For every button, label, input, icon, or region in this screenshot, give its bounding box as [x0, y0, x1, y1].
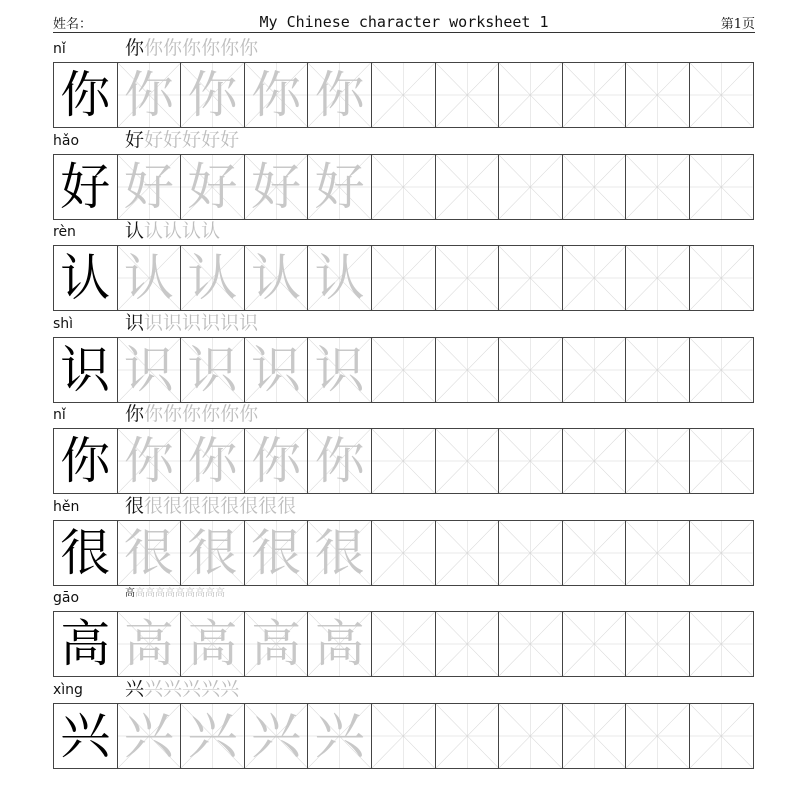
practice-cell[interactable] [626, 429, 690, 493]
stroke-step: 好 [125, 128, 145, 151]
trace-cell [181, 155, 245, 219]
trace-cell [245, 704, 309, 768]
practice-cell[interactable] [626, 155, 690, 219]
trace-cell [245, 338, 309, 402]
practice-grid [53, 154, 754, 220]
character-row [53, 221, 755, 313]
model-cell [54, 155, 118, 219]
trace-cell [245, 521, 309, 585]
character-row [53, 496, 755, 588]
stroke-step: 好 [144, 128, 164, 151]
model-cell [54, 612, 118, 676]
practice-grid [53, 428, 754, 494]
trace-character: 很 [251, 523, 302, 582]
trace-character: 兴 [314, 706, 365, 765]
stroke-step: 识 [144, 311, 164, 334]
stroke-order [125, 404, 258, 425]
practice-grid [53, 611, 754, 677]
stroke-step: 兴 [144, 677, 164, 700]
trace-cell [245, 429, 309, 493]
stroke-step: 兴 [182, 677, 202, 700]
trace-character: 认 [314, 249, 365, 307]
stroke-step: 你 [144, 37, 164, 59]
stroke-step: 识 [239, 311, 259, 334]
trace-character: 好 [123, 157, 174, 216]
stroke-step: 你 [144, 403, 164, 425]
stroke-order [125, 679, 239, 700]
trace-character: 兴 [187, 706, 238, 765]
stroke-step: 很 [163, 494, 183, 517]
stroke-step: 兴 [220, 677, 240, 700]
stroke-step: 高 [195, 588, 205, 599]
practice-cell[interactable] [690, 521, 754, 585]
name-label: 姓名： [53, 17, 93, 32]
practice-cell[interactable] [436, 246, 500, 310]
stroke-step: 兴 [125, 677, 145, 700]
trace-cell [245, 63, 309, 127]
stroke-step: 你 [220, 403, 240, 425]
character-row [53, 313, 755, 405]
stroke-step: 认 [201, 220, 221, 242]
stroke-step: 高 [215, 588, 225, 599]
trace-cell [118, 521, 182, 585]
trace-cell [245, 155, 309, 219]
stroke-step: 高 [165, 588, 175, 599]
practice-cell[interactable] [372, 704, 436, 768]
stroke-step: 很 [125, 494, 145, 517]
stroke-step: 你 [125, 403, 145, 425]
stroke-step: 好 [163, 128, 183, 151]
practice-cell[interactable] [372, 521, 436, 585]
trace-cell [308, 155, 372, 219]
trace-cell [118, 704, 182, 768]
practice-cell[interactable] [626, 612, 690, 676]
practice-cell[interactable] [690, 63, 754, 127]
practice-cell[interactable] [499, 63, 563, 127]
trace-cell [118, 612, 182, 676]
trace-cell [118, 429, 182, 493]
stroke-step: 认 [163, 220, 183, 242]
practice-cell[interactable] [436, 704, 500, 768]
model-cell [54, 521, 118, 585]
practice-cell[interactable] [563, 63, 627, 127]
trace-cell [245, 612, 309, 676]
trace-cell [118, 155, 182, 219]
practice-cell[interactable] [690, 155, 754, 219]
character-row [53, 587, 755, 679]
practice-cell[interactable] [436, 429, 500, 493]
stroke-step: 很 [277, 494, 297, 517]
trace-character: 你 [187, 432, 238, 490]
stroke-order [125, 585, 245, 599]
trace-character: 你 [123, 66, 174, 124]
trace-character: 高 [187, 615, 238, 673]
practice-cell[interactable] [499, 155, 563, 219]
stroke-step: 好 [182, 128, 202, 151]
practice-cell[interactable] [563, 155, 627, 219]
character-row [53, 38, 755, 130]
practice-cell[interactable] [372, 429, 436, 493]
practice-grid [53, 703, 754, 769]
trace-cell [308, 338, 372, 402]
stroke-step: 认 [182, 220, 202, 242]
stroke-step: 高 [175, 588, 185, 599]
stroke-step: 兴 [201, 677, 221, 700]
trace-cell [181, 704, 245, 768]
pinyin-label: rèn [53, 224, 76, 240]
practice-cell[interactable] [563, 704, 627, 768]
practice-cell[interactable] [563, 338, 627, 402]
model-character: 兴 [60, 706, 111, 765]
practice-cell[interactable] [563, 429, 627, 493]
trace-character: 好 [187, 157, 238, 216]
trace-cell [118, 246, 182, 310]
stroke-order [125, 496, 296, 517]
trace-cell [308, 63, 372, 127]
trace-character: 认 [123, 249, 174, 307]
practice-cell[interactable] [372, 338, 436, 402]
pinyin-label: gāo [53, 590, 80, 606]
stroke-step: 认 [144, 220, 164, 242]
stroke-step: 很 [182, 494, 202, 517]
stroke-step: 你 [182, 37, 202, 59]
practice-cell[interactable] [690, 338, 754, 402]
practice-cell[interactable] [563, 612, 627, 676]
stroke-step: 你 [182, 403, 202, 425]
stroke-step: 好 [201, 128, 221, 151]
practice-cell[interactable] [626, 521, 690, 585]
trace-character: 你 [314, 432, 365, 490]
practice-cell[interactable] [499, 429, 563, 493]
trace-cell [181, 612, 245, 676]
trace-cell [181, 63, 245, 127]
trace-cell [181, 521, 245, 585]
stroke-step: 高 [125, 588, 135, 599]
trace-cell [181, 246, 245, 310]
character-row [53, 130, 755, 222]
trace-cell [308, 704, 372, 768]
stroke-step: 你 [239, 37, 259, 59]
trace-character: 好 [314, 157, 365, 216]
stroke-step: 很 [201, 494, 221, 517]
trace-character: 识 [251, 340, 302, 399]
practice-cell[interactable] [499, 612, 563, 676]
character-row [53, 404, 755, 496]
practice-grid [53, 337, 754, 403]
practice-cell[interactable] [690, 429, 754, 493]
trace-character: 识 [123, 340, 174, 399]
model-character: 好 [60, 157, 111, 216]
trace-cell [181, 429, 245, 493]
stroke-step: 高 [155, 588, 165, 599]
stroke-step: 识 [220, 311, 240, 334]
stroke-step: 你 [125, 37, 145, 59]
trace-character: 高 [314, 615, 365, 673]
trace-character: 你 [187, 66, 238, 124]
stroke-order [125, 130, 239, 151]
trace-character: 高 [123, 615, 174, 673]
trace-cell [245, 246, 309, 310]
practice-cell[interactable] [626, 704, 690, 768]
practice-cell[interactable] [563, 246, 627, 310]
stroke-step: 识 [163, 311, 183, 334]
trace-cell [308, 246, 372, 310]
stroke-order [125, 38, 258, 59]
model-cell [54, 246, 118, 310]
stroke-step: 很 [220, 494, 240, 517]
worksheet-header [53, 12, 755, 33]
model-character: 很 [60, 523, 111, 582]
trace-cell [181, 338, 245, 402]
stroke-step: 识 [182, 311, 202, 334]
pinyin-label: hǎo [53, 132, 80, 149]
stroke-order [125, 313, 258, 334]
pinyin-label: shì [53, 315, 74, 332]
stroke-step: 很 [239, 494, 259, 517]
stroke-step: 你 [163, 37, 183, 59]
trace-character: 你 [123, 432, 174, 490]
stroke-step: 兴 [163, 677, 183, 700]
trace-cell [308, 521, 372, 585]
practice-cell[interactable] [690, 704, 754, 768]
stroke-step: 好 [220, 128, 240, 151]
practice-cell[interactable] [372, 63, 436, 127]
trace-cell [308, 612, 372, 676]
trace-character: 兴 [251, 706, 302, 765]
practice-grid [53, 520, 754, 586]
stroke-step: 你 [163, 403, 183, 425]
trace-cell [118, 338, 182, 402]
trace-character: 很 [123, 523, 174, 582]
stroke-step: 认 [125, 220, 145, 242]
practice-grid [53, 62, 754, 128]
practice-cell[interactable] [499, 704, 563, 768]
model-character: 高 [60, 615, 111, 673]
practice-cell[interactable] [372, 612, 436, 676]
stroke-step: 识 [201, 311, 221, 334]
practice-cell[interactable] [436, 521, 500, 585]
trace-character: 识 [314, 340, 365, 399]
stroke-step: 很 [144, 494, 164, 517]
practice-grid [53, 245, 754, 311]
practice-cell[interactable] [436, 612, 500, 676]
model-cell [54, 704, 118, 768]
trace-character: 识 [187, 340, 238, 399]
practice-cell[interactable] [499, 338, 563, 402]
worksheet-title: My Chinese character worksheet 1 [259, 13, 549, 31]
practice-cell[interactable] [499, 246, 563, 310]
practice-cell[interactable] [372, 246, 436, 310]
model-character: 你 [60, 432, 111, 490]
model-character: 认 [60, 249, 111, 307]
practice-cell[interactable] [690, 246, 754, 310]
trace-character: 你 [251, 432, 302, 490]
trace-character: 很 [314, 523, 365, 582]
stroke-step: 高 [205, 588, 215, 599]
trace-character: 你 [314, 66, 365, 124]
stroke-step: 高 [145, 588, 155, 599]
trace-character: 兴 [123, 706, 174, 765]
model-cell [54, 338, 118, 402]
model-cell [54, 429, 118, 493]
stroke-step: 高 [185, 588, 195, 599]
practice-cell[interactable] [436, 155, 500, 219]
trace-character: 很 [187, 523, 238, 582]
stroke-step: 你 [201, 37, 221, 59]
stroke-step: 高 [135, 588, 145, 599]
pinyin-label: nǐ [53, 41, 66, 57]
practice-cell[interactable] [563, 521, 627, 585]
trace-cell [308, 429, 372, 493]
practice-cell[interactable] [626, 246, 690, 310]
model-character: 你 [60, 66, 111, 124]
pinyin-label: nǐ [53, 407, 66, 423]
pinyin-label: xìng [53, 681, 83, 698]
practice-cell[interactable] [436, 63, 500, 127]
practice-cell[interactable] [626, 63, 690, 127]
trace-character: 认 [251, 249, 302, 307]
stroke-step: 你 [239, 403, 259, 425]
pinyin-label: hěn [53, 498, 80, 515]
trace-cell [118, 63, 182, 127]
model-cell [54, 63, 118, 127]
stroke-step: 识 [125, 311, 145, 334]
practice-cell[interactable] [690, 612, 754, 676]
character-row [53, 679, 755, 771]
practice-cell[interactable] [626, 338, 690, 402]
practice-cell[interactable] [372, 155, 436, 219]
trace-character: 认 [187, 249, 238, 307]
model-character: 识 [60, 340, 111, 399]
page-number: 第1页 [720, 17, 755, 32]
trace-character: 你 [251, 66, 302, 124]
stroke-step: 很 [258, 494, 278, 517]
trace-character: 高 [251, 615, 302, 673]
stroke-order [125, 221, 220, 242]
practice-cell[interactable] [436, 338, 500, 402]
stroke-step: 你 [220, 37, 240, 59]
stroke-step: 你 [201, 403, 221, 425]
practice-cell[interactable] [499, 521, 563, 585]
trace-character: 好 [251, 157, 302, 216]
